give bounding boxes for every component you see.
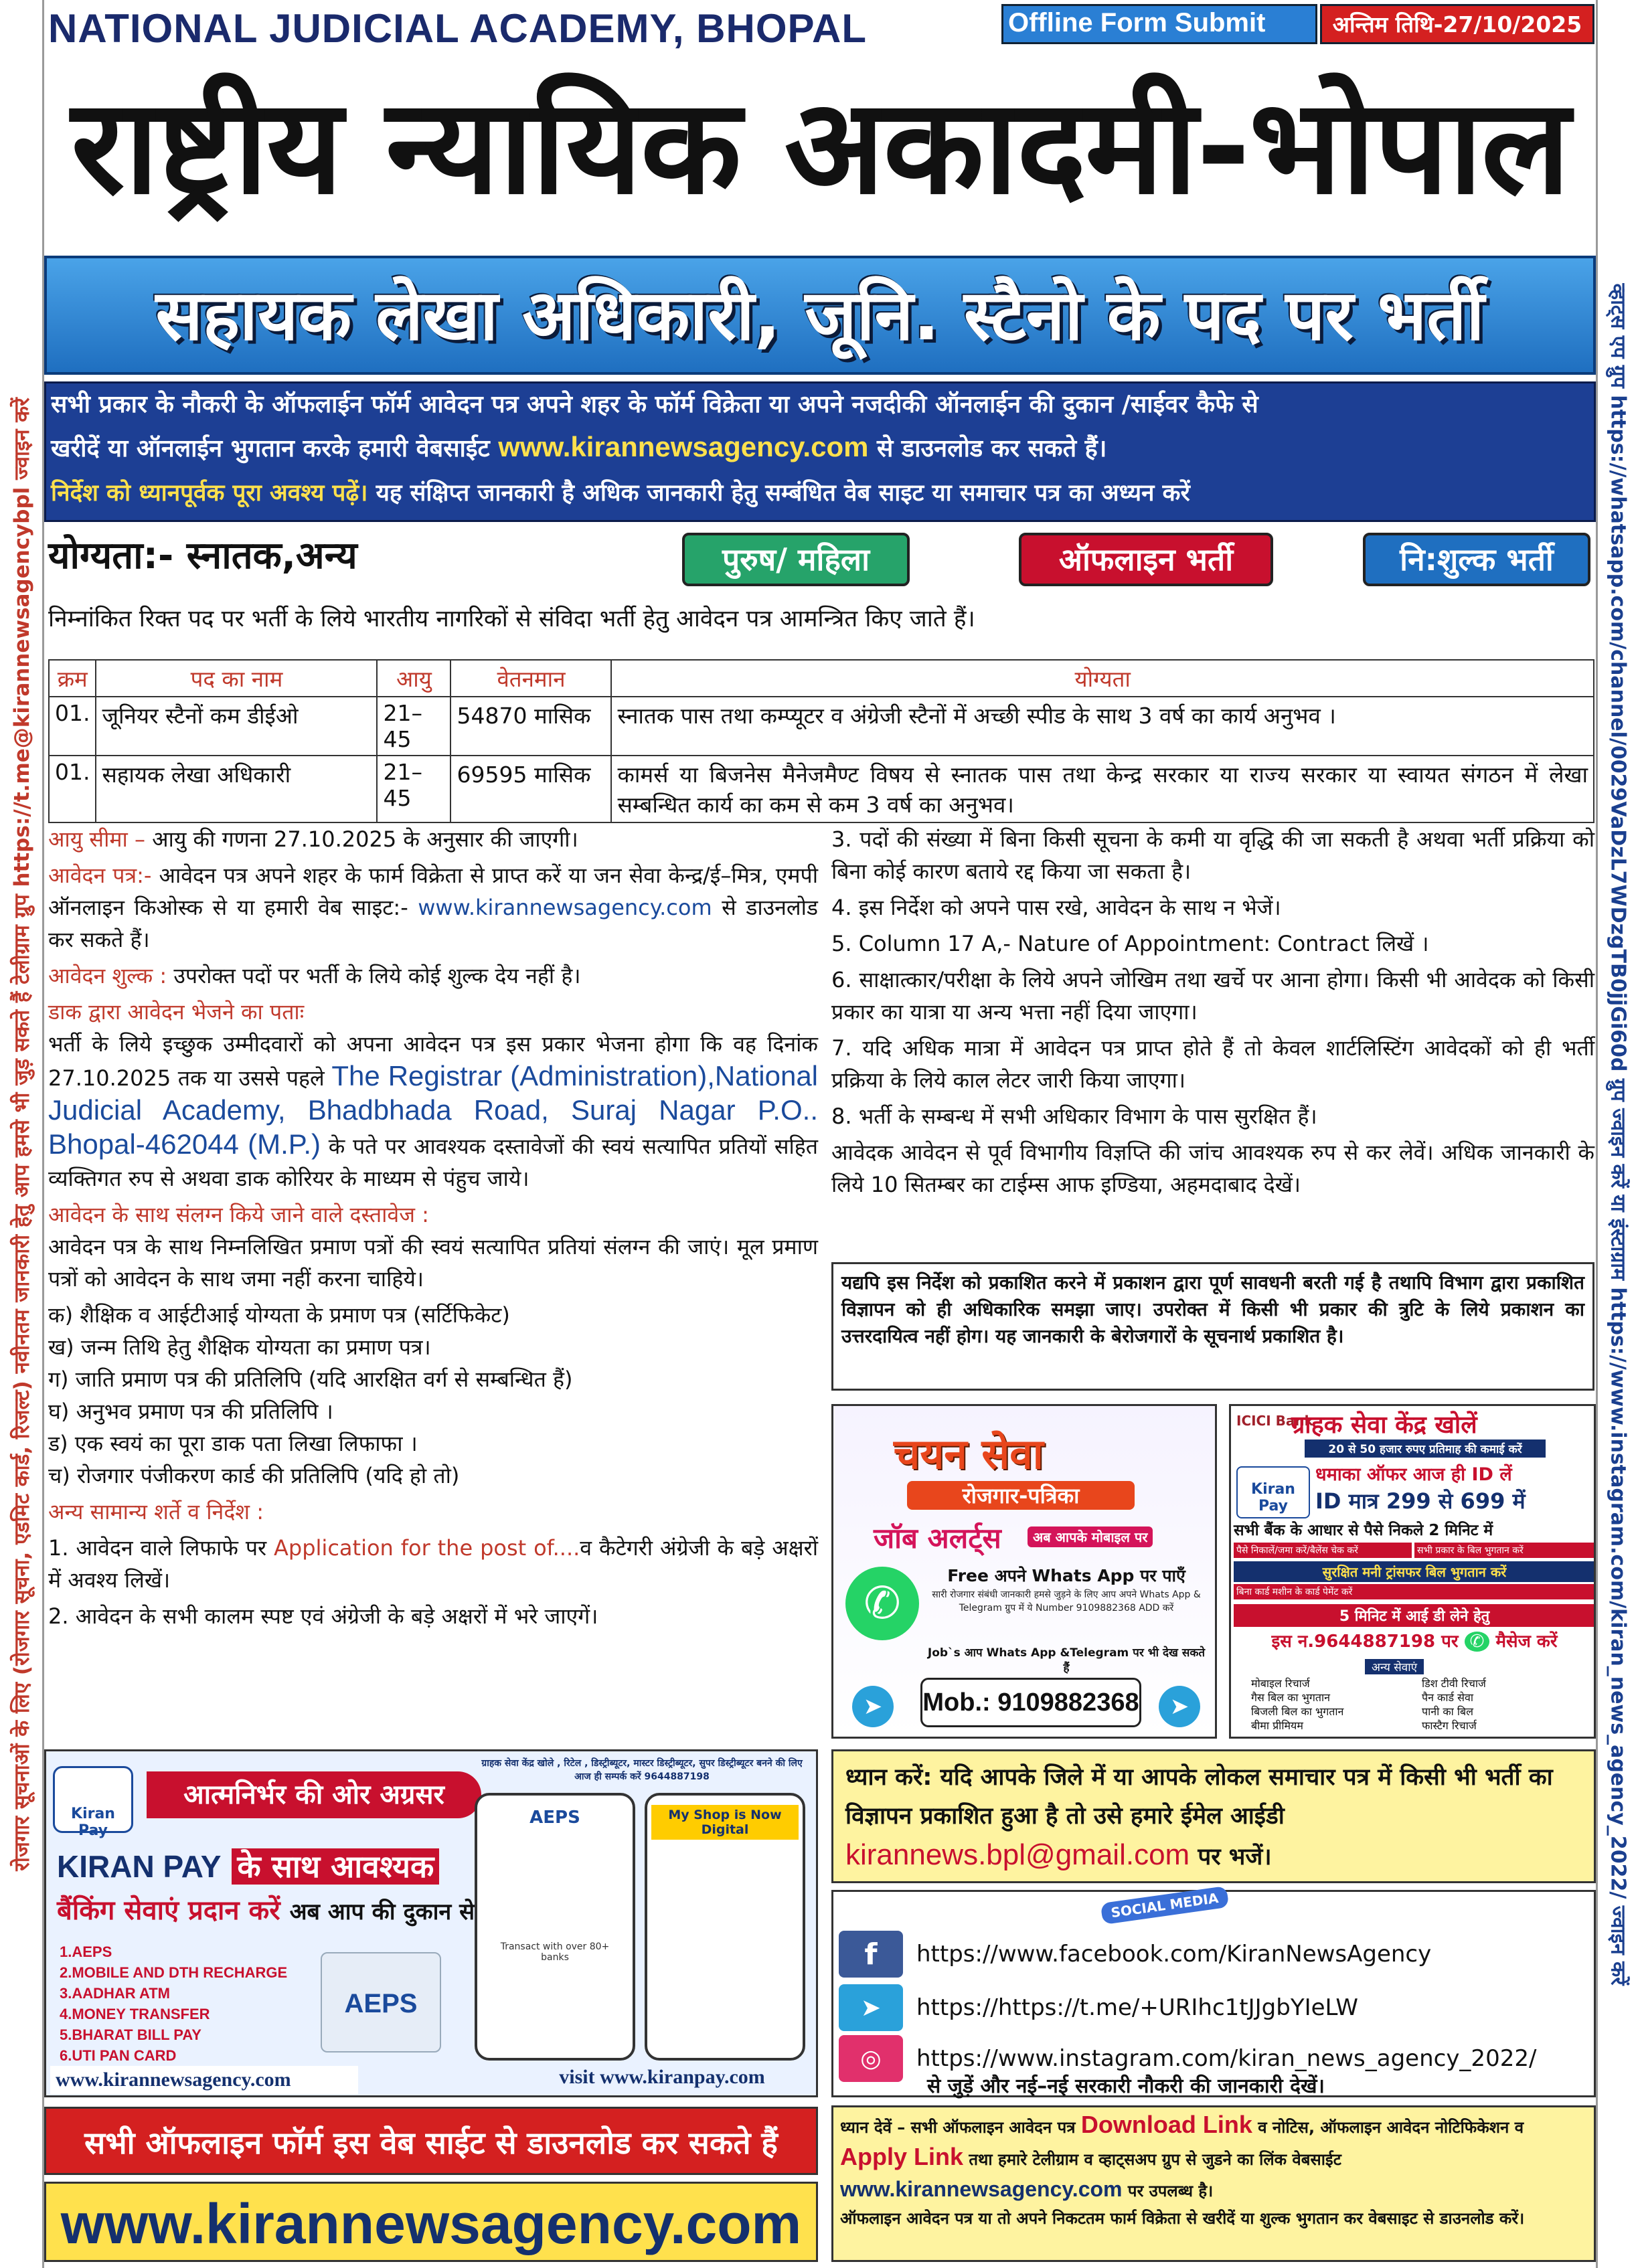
bottom-notice-e: ऑफलाइन आवेदन पत्र या तो अपने निकटतम फार्म विक्रेता से खरीदें या शुल्क भुगतान कर वेबसाइट से डाउनलोड करें। — [840, 2209, 1525, 2228]
transact-text: Transact with over 80+ banks — [500, 1941, 610, 1963]
phone-mockup-right — [645, 1793, 805, 2061]
download-link-text: Download Link — [1080, 2111, 1252, 2138]
bottom-right-notice — [831, 2105, 1596, 2262]
telegram-icon: ➤ — [1159, 1686, 1200, 1727]
instagram-link[interactable]: https://www.instagram.com/kiran_news_agency_2022/ — [916, 2045, 1537, 2072]
telegram-icon: ➤ — [852, 1686, 894, 1727]
list-item: 3. पदों की संख्या में बिना किसी सूचना के कमी या वृद्धि की जा सकती है अथवा भर्ती प्रक्रिया को बिना कोई कारण बताये रद्द किया जा सकता है। — [831, 826, 1594, 884]
offline-form-label: Offline Form Submit — [1008, 8, 1266, 37]
notice-line1: सभी प्रकार के नौकरी के ऑफलाईन फॉर्म आवेदन पत्र अपने शहर के फॉर्म विक्रेता या अपने नजदीकी ऑनलाईन की दुकान /साईवर कैफे से — [51, 391, 1258, 418]
cell-pay: 69595 मासिक — [450, 756, 611, 822]
cell-post: जूनियर स्टैनों कम डीईओ — [96, 697, 377, 756]
bottom-notice-a: ध्यान देवें – सभी ऑफलाइन आवेदन पत्र — [840, 2118, 1076, 2137]
main-content — [44, 0, 1596, 2268]
cell-sno: 01. — [49, 756, 96, 822]
col-header-sno: क्रम — [49, 660, 96, 697]
bottom-left-site[interactable]: www.kirannewsagency.com — [44, 2182, 818, 2262]
bottom-notice-c: तथा हमारे टेलीग्राम व व्हाट्सअप ग्रुप से जुडने का लिंक वेबसाईट — [969, 2150, 1341, 2169]
list-item: 6.UTI PAN CARD — [60, 2047, 177, 2064]
chayan-alerts-sub: अब आपके मोबाइल पर — [1028, 1526, 1153, 1547]
cell-pay: 54870 मासिक — [450, 697, 611, 756]
kendra-price: ID मात्र 299 से 699 में — [1315, 1488, 1526, 1514]
terms-head: अन्य सामान्य शर्ते व निर्देश : — [48, 1499, 264, 1524]
apply-head: आवेदन पत्र:- — [48, 863, 152, 888]
col-header-pay: वेतनमान — [450, 660, 611, 697]
list-item: पैन कार्ड सेवा — [1422, 1691, 1473, 1704]
notice-website[interactable]: www.kirannewsagency.com — [498, 431, 869, 462]
list-item: 1.AEPS — [60, 1943, 112, 1960]
list-item: पानी का बिल — [1422, 1705, 1473, 1718]
social-join-text: से जुड़ें और नई–नई सरकारी नौकरी की जानकारी देखें। — [927, 2075, 1325, 2098]
eligibility-label: योग्यता:- स्नातक,अन्य — [48, 534, 357, 578]
aeps-card — [321, 1952, 441, 2053]
kendra-aadhaar: सभी बैंक के आधार से पैसे निकले 2 मिनिट में — [1234, 1522, 1493, 1539]
posts-table — [48, 659, 1594, 823]
instagram-icon: ◎ — [839, 2035, 903, 2082]
table-row — [49, 697, 1594, 756]
social-media-badge: SOCIAL MEDIA — [1100, 1886, 1229, 1925]
cell-qual: कामर्स या बिजनेस मैनेजमैण्ट विषय से स्नातक पास तथा केन्द्र सरकार या राज्य सरकार या स्वायत संगठन में लेखा सम्बन्धित कार्य का कम से कम 3 वर्ष का अनुभव। — [611, 756, 1594, 822]
bottom-left-banner: सभी ऑफलाइन फॉर्म इस वेब साईट से डाउनलोड कर सकते हैं — [44, 2107, 818, 2175]
apply-tail: से डाउनलोड कर सकते हैं। — [48, 895, 819, 952]
cell-age: 21–45 — [377, 697, 450, 756]
kendra-msg: मैसेज करें — [1495, 1632, 1558, 1652]
kiranpay-title2a: बैंकिंग सेवाएं प्रदान करें — [57, 1895, 280, 1926]
term1a: 1. आवेदन वाले लिफाफे पर — [48, 1535, 267, 1561]
left-side-banner — [0, 0, 44, 2268]
phone-mockup-left — [475, 1793, 635, 2061]
org-english-title: NATIONAL JUDICIAL ACADEMY, BHOPAL — [48, 6, 868, 51]
table-row — [49, 756, 1594, 822]
kiranpay-site-right[interactable]: visit www.kiranpay.com — [559, 2066, 765, 2088]
fee-text: उपरोक्त पदों पर भर्ती के लिये कोई शुल्क देय नहीं है। — [173, 963, 581, 988]
chayan-jobs: Job`s आप Whats App &Telegram पर भी देख सकते हैं — [927, 1646, 1206, 1675]
chayan-seva-ad[interactable] — [831, 1404, 1217, 1739]
notice-line3a: निर्देश को ध्यानपूर्वक पूरा अवश्य पढ़ें। — [51, 480, 368, 507]
attention-email[interactable]: kirannews.bpl@gmail.com — [845, 1838, 1190, 1871]
facebook-row[interactable] — [839, 1931, 1431, 1978]
cell-age: 21–45 — [377, 756, 450, 822]
list-item: 8. भर्ती के सम्बन्ध में सभी अधिकार विभाग के पास सुरक्षित हैं। — [831, 1104, 1317, 1129]
right-column — [831, 823, 1594, 1205]
kendra-services — [1251, 1676, 1592, 1733]
kiranpay-title1b: के साथ आवश्यक — [232, 1848, 439, 1885]
apply-link-text: Apply Link — [840, 2143, 964, 2170]
list-item: 6. साक्षात्कार/परीक्षा के लिये अपने जोखिम तथा खर्चे पर आना होगा। किसी भी आवेदक को किसी प्रकार का यात्रा या अन्य भत्ता नहीं दिया जाएगा। — [831, 967, 1594, 1025]
bottom-notice-d: पर उपलब्ध है। — [1127, 2182, 1214, 2200]
term2: 2. आवेदन के सभी कालम स्पष्ट एवं अंग्रेजी के बड़े अक्षरों में भरे जाएगें। — [48, 1603, 598, 1629]
notice-line3b: यह संक्षिप्त जानकारी है अधिक जानकारी हेतु सम्बंधित वेब साइट या समाचार पत्र का अध्यन करें — [376, 480, 1190, 507]
fee-head: आवेदन शुल्क : — [48, 963, 167, 988]
col-header-post: पद का नाम — [96, 660, 377, 697]
post-head: डाक द्वारा आवेदन भेजने का पताः — [48, 999, 305, 1025]
kiranpay-logo: Kiran Pay — [1236, 1466, 1310, 1518]
kendra-other: अन्य सेवाएं — [1365, 1659, 1424, 1674]
cell-post: सहायक लेखा अधिकारी — [96, 756, 377, 822]
list-item: डिश टीवी रिचार्ज — [1422, 1677, 1486, 1690]
table-header-row — [49, 660, 1594, 697]
grahak-seva-ad[interactable] — [1229, 1404, 1596, 1739]
chayan-title: चयन सेवा — [894, 1429, 1044, 1478]
kiranpay-title2b: अब आप की दुकान से — [289, 1899, 475, 1925]
attention-text1: ध्यान करें: यदि आपके जिले में या आपके लोकल समाचार पत्र में किसी भी भर्ती का विज्ञापन प्रकाशित हुआ है तो उसे हमारे ईमेल आईडी — [845, 1764, 1553, 1830]
list-item: ख) जन्म तिथि हेतु शैक्षिक योग्यता का प्रमाण पत्र। — [48, 1334, 431, 1360]
list-item: 5. Column 17 A,- Nature of Appointment: Contract लिखें । — [831, 931, 1429, 956]
facebook-icon: f — [839, 1931, 903, 1978]
list-item: 4. इस निर्देश को अपने पास रखे, आवेदन के साथ न भेजें। — [831, 895, 1281, 920]
col-header-qual: योग्यता — [611, 660, 1594, 697]
kendra-card: बिना कार्ड मशीन के कार्ड पेमेंट करें — [1234, 1584, 1595, 1599]
list-item: 2.MOBILE AND DTH RECHARGE — [60, 1964, 288, 1981]
social-block — [831, 1890, 1596, 2097]
post-title: सहायक लेखा अधिकारी, जूनि. स्टैनो के पद पर भर्ती — [155, 274, 1485, 356]
right-side-text: व्हाट्स एप ग्रुप https://whatsapp.com/channel/0029VaDzL7WDzgTB0jjGi60d ग्रुप ज्वाइन करें या इंस्टाग्राम https://www.instagram.com/kiran_news_agency_2022/ ज्वाइन करें — [1606, 283, 1629, 1985]
list-item: 7. यदि अधिक मात्रा में आवेदन पत्र प्राप्त होते हैं तो केवल शार्टलिस्टिंग आवेदकों को ही भर्ती प्रक्रिया के लिये काल लेटर जारी किया जाएगा। — [831, 1035, 1594, 1093]
list-item: 4.MONEY TRANSFER — [60, 2006, 210, 2022]
attention-text2: पर भजें। — [1198, 1844, 1272, 1870]
kendra-svc2: सभी प्रकार के बिल भुगतान करें — [1414, 1543, 1595, 1558]
chayan-free: Free अपने Whats App पर पाएँ — [947, 1566, 1185, 1585]
list-item: च) रोजगार पंजीकरण कार्ड की प्रतिलिपि (यदि हो तो) — [48, 1463, 460, 1488]
kiranpay-top-note: ग्राहक सेवा केंद्र खोले , रिटेल , डिस्ट्रीब्यूटर, मास्टर डिस्ट्रीब्यूटर, सुपर डिस्ट्रीब्यूटर बनने की लिए आज ही सम्पर्क करें 9644887198 — [481, 1758, 803, 1782]
list-item: मोबाइल रिचार्ज — [1251, 1677, 1310, 1690]
kendra-minutes: 5 मिनिट में आई डी लेने हेतु — [1234, 1604, 1595, 1627]
chip-offline: ऑफलाइन भर्ती — [1019, 533, 1273, 586]
chayan-subtitle: रोजगार-पत्रिका — [907, 1481, 1135, 1510]
post-text2: के पते पर आवश्यक दस्तावेजों की स्वयं सत्यापित प्रतियों सहित व्यक्तिगत रुप से अथवा डाक कोरियर के माध्यम से पंहुच जाये। — [48, 1134, 818, 1191]
kiranpay-list — [60, 1941, 287, 2066]
last-date-badge: अन्तिम तिथि-27/10/2025 — [1320, 4, 1594, 44]
age-text: आयु की गणना 27.10.2025 के अनुसार की जाएगी। — [152, 826, 578, 852]
list-item: क) शैक्षिक व आईटीआई योग्यता के प्रमाण पत्र (सर्टिफिकेट) — [48, 1302, 510, 1328]
icici-logo: ICICI Bank — [1236, 1413, 1313, 1429]
kendra-transfer: सुरक्षित मनी ट्रांसफर बिल भुगतान करें — [1234, 1561, 1595, 1582]
list-item: बिजली बिल का भुगतान — [1251, 1705, 1344, 1718]
kendra-phone[interactable]: इस न.9644887198 पर — [1271, 1632, 1459, 1652]
post-text1: भर्ती के लिये इच्छुक उम्मीदवारों को अपना आवेदन पत्र इस प्रकार भेजना होगा कि वह दिनांक 27.10.2025 तक या उससे पहले — [48, 1031, 818, 1091]
kiranpay-ad[interactable] — [44, 1749, 818, 2097]
telegram-icon: ➤ — [839, 1984, 903, 2031]
list-item: ड) एक स्वयं का पूरा डाक पता लिखा लिफाफा । — [48, 1431, 418, 1456]
intro-text: निम्नांकित रिक्त पद पर भर्ती के लिये भारतीय नागरिकों से संविदा भर्ती हेतु आवेदन पत्र आमन्त्रित किए जाते हैं। — [48, 606, 975, 632]
list-item: फास्टैग रिचार्ज — [1422, 1719, 1477, 1732]
kiranpay-title2 — [57, 1891, 475, 1927]
attention-box — [831, 1749, 1596, 1883]
left-side-text: रोजगार सूचनाओं के लिए (रोजगार सूचना, एडमिट कार्ड, रिजल्ट) नवीनतम जानकारी हेतु आप हमसे भी जुड़ सकते हैं टेलीग्राम ग्रुप https://t.me@kirannewsagencybpl ज्वाइन करें — [9, 397, 34, 1871]
shop-digital: My Shop is Now Digital — [651, 1805, 799, 1840]
disclaimer-box: यद्यपि इस निर्देश को प्रकाशित करने में प्रकाशन द्वारा पूर्ण सावधनी बरती गई है तथापि विभाग द्वारा प्रकाशित विज्ञापन को ही अधिकारिक समझा जाए। उपरोक्त में किसी भी प्रकार की त्रुटि के लिये प्रकाशन का उत्तरदायित्व नहीं होग। यह जानकारी के बेरोजगारों के सूचनार्थ प्रकाशित है। — [831, 1262, 1594, 1391]
term1b: व कैटेगरी अंग्रेजी के बड़े अक्षरों में अवश्य लिखें। — [48, 1535, 819, 1593]
kendra-title: ग्राहक सेवा केंद्र खोलें — [1291, 1411, 1477, 1439]
kendra-call — [1234, 1628, 1595, 1652]
apply-text: आवेदन पत्र अपने शहर के फार्म विक्रेता से प्राप्त करें या जन सेवा केन्द्र/ई–मित्र, एमपी ऑनलाइन किओस्क से या हमारी वेब साइट:- — [48, 863, 818, 920]
term1-red: Application for the post of.... — [274, 1535, 580, 1561]
registrar-address: The Registrar (Administration),National Judicial Academy, Bhadbhada Road, Suraj Nagar P.O.. Bhopal-462044 (M.P.) — [48, 1060, 819, 1160]
list-item: 5.BHARAT BILL PAY — [60, 2026, 201, 2043]
apply-website[interactable]: www.kirannewsagency.com — [418, 895, 712, 920]
cell-sno: 01. — [49, 697, 96, 756]
docs-text: आवेदन पत्र के साथ निम्नलिखित प्रमाण पत्रों की स्वयं सत्यापित प्रतियां संलग्न की जाएं। मूल प्रमाण पत्रों को आवेदन के साथ जमा नहीं करना चाहिये। — [48, 1234, 818, 1292]
age-head: आयु सीमा – — [48, 826, 145, 852]
chayan-desc: सारी रोजगार संबंधी जानकारी हमसे जुड़ने के लिए आप अपने Whats App & Telegram ग्रुप में ये Number 9109882368 ADD करें — [932, 1589, 1201, 1613]
kiranpay-slogan: आत्मनिर्भर की ओर अग्रसर — [147, 1771, 481, 1818]
kendra-svc1: पैसे निकालें/जमा करें/बैलेंस चेक करें — [1234, 1543, 1412, 1558]
notice-line2a: खरीदें या ऑनलाईन भुगतान करके हमारी वेबसाईट — [51, 435, 490, 462]
whatsapp-icon: ✆ — [845, 1567, 919, 1640]
cell-qual: स्नातक पास तथा कम्प्यूटर व अंग्रेजी स्टैनों में अच्छी स्पीड के साथ 3 वर्ष का कार्य अनुभव । — [611, 697, 1594, 756]
kendra-offer: धमाका ऑफर आज ही ID लें — [1315, 1464, 1512, 1485]
list-item: 3.AADHAR ATM — [60, 1985, 170, 2002]
list-item: बीमा प्रीमियम — [1251, 1719, 1303, 1732]
kiranpay-logo: Kiran Pay — [53, 1766, 133, 1833]
bottom-notice-site[interactable]: www.kirannewsagency.com — [840, 2177, 1123, 2201]
list-item: आवेदक आवेदन से पूर्व विभागीय विज्ञप्ति की जांच आवश्यक रुप से कर लेवें। अधिक जानकारी के लिये 10 सितम्बर का टाईम्स आफ इण्डिया, अहमदाबाद देखें। — [831, 1140, 1594, 1197]
kendra-earn: 20 से 50 हजार रुपए प्रतिमाह की कमाई करें — [1305, 1440, 1546, 1458]
kiranpay-site-left[interactable]: www.kirannewsagency.com — [50, 2066, 358, 2094]
notice-line2b: से डाउनलोड कर सकते हैं। — [877, 435, 1107, 462]
list-item: घ) अनुभव प्रमाण पत्र की प्रतिलिपि । — [48, 1399, 333, 1424]
whatsapp-icon: ✆ — [1465, 1632, 1490, 1652]
posts-table-wrap — [48, 659, 1594, 823]
chip-free: नि:शुल्क भर्ती — [1363, 533, 1590, 586]
telegram-row[interactable] — [839, 1984, 1358, 2031]
list-item: ग) जाति प्रमाण पत्र की प्रतिलिपि (यदि आरक्षित वर्ग से सम्बन्धित हैं) — [48, 1367, 573, 1392]
kiranpay-brand-text: KIRAN PAY — [57, 1849, 222, 1884]
facebook-link[interactable]: https://www.facebook.com/KiranNewsAgency — [916, 1941, 1432, 1968]
org-hindi-title: राष्ट्रीय न्यायिक अकादमी-भोपाल — [71, 71, 1569, 224]
docs-list — [48, 1299, 818, 1492]
telegram-link[interactable]: https://https://t.me/+URIhc1tJJgbYIeLW — [916, 1994, 1358, 2021]
aeps-logo: AEPS — [344, 1989, 418, 2018]
chayan-alerts: जॉब अलर्ट्स — [874, 1522, 1001, 1555]
docs-head: आवेदन के साथ संलग्न किये जाने वाले दस्तावेज : — [48, 1202, 429, 1227]
col-header-age: आयु — [377, 660, 450, 697]
left-column — [48, 823, 818, 1636]
notice-line3 — [51, 476, 1590, 508]
list-item: गैस बिल का भुगतान — [1251, 1691, 1331, 1704]
aeps-logo-small: AEPS — [529, 1808, 580, 1828]
chip-gender: पुरुष/ महिला — [682, 533, 910, 586]
kiranpay-title1 — [57, 1845, 439, 1887]
bottom-notice-b: व नोटिस, ऑफलाइन आवेदन नोटिफिकेशन व — [1258, 2118, 1524, 2137]
right-side-banner — [1596, 0, 1640, 2268]
notice-line2 — [51, 431, 1590, 464]
chayan-mobile[interactable]: Mob.: 9109882368 — [920, 1678, 1141, 1727]
